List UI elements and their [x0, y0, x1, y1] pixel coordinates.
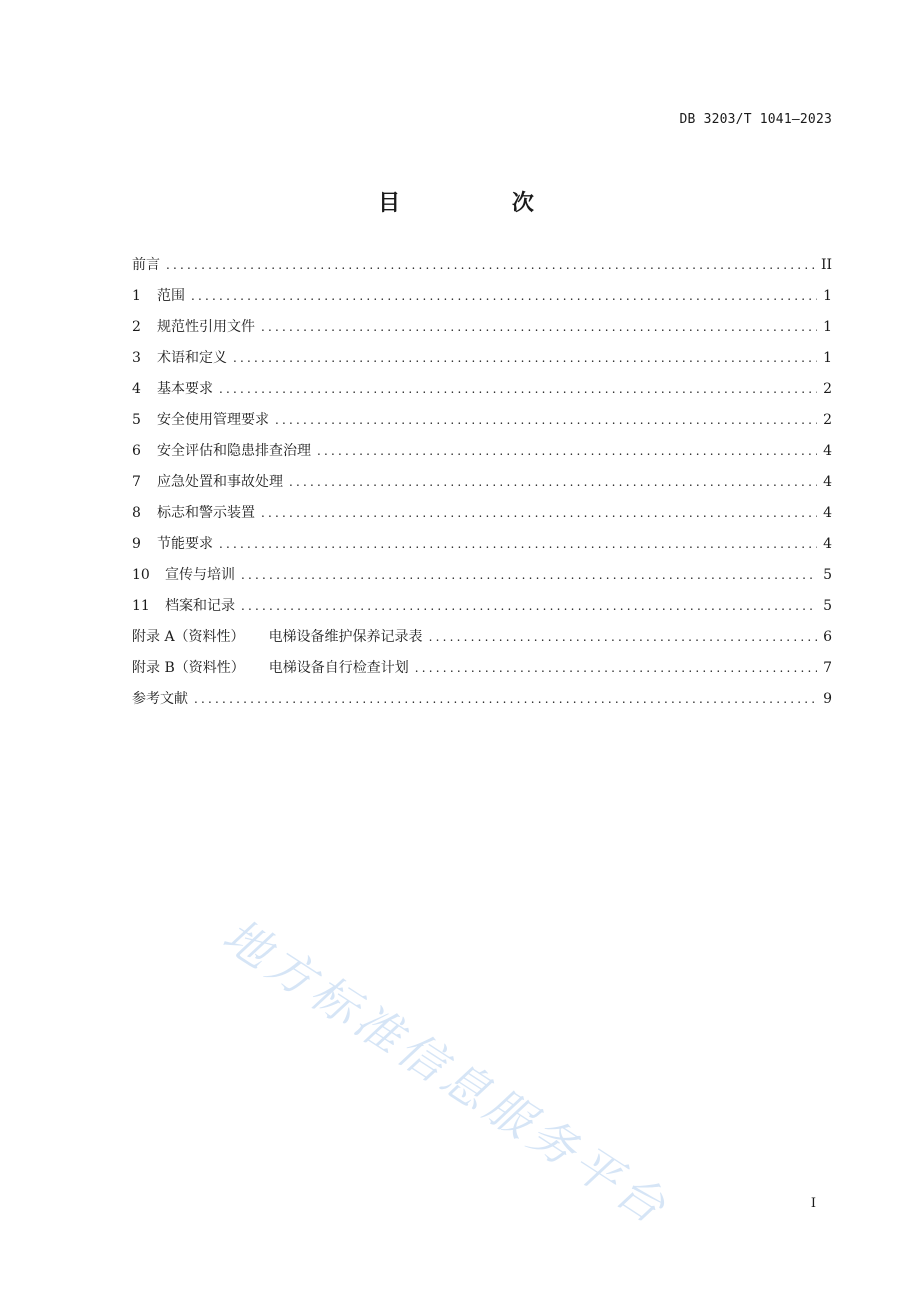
toc-entry-basic-requirements[interactable]: [132, 378, 832, 409]
toc-entry-label: 节能要求: [157, 536, 213, 552]
toc-entry-signs-warnings[interactable]: [132, 502, 832, 533]
appendix-tag: 附录 B（资料性）: [132, 660, 245, 676]
toc-entry-appendix-a[interactable]: [132, 626, 832, 657]
toc-entry-archives-records[interactable]: [132, 595, 832, 626]
toc-leader-dots: [261, 320, 817, 334]
toc-entry-page: 1: [823, 319, 832, 335]
toc-entry-label: 范围: [157, 288, 185, 304]
toc-entry-label: 参考文献: [132, 691, 188, 707]
toc-entry-number: 2: [132, 319, 141, 335]
toc-entry-label: 规范性引用文件: [157, 319, 255, 335]
toc-entry-page: 5: [823, 598, 832, 614]
toc-entry-number: 10: [132, 567, 150, 583]
toc-entry-page: 4: [823, 536, 832, 552]
toc-entry-label: [132, 657, 409, 677]
toc-entry-page: 2: [823, 381, 832, 397]
appendix-title: 电梯设备维护保养记录表: [268, 629, 423, 645]
toc-entry-appendix-b[interactable]: [132, 657, 832, 688]
toc-leader-dots: [194, 692, 817, 706]
toc-title: 目 次: [378, 191, 586, 216]
table-of-contents: [132, 254, 832, 719]
toc-entry-safe-use-management[interactable]: [132, 409, 832, 440]
toc-entry-page: 2: [823, 412, 832, 428]
toc-leader-dots: [241, 568, 817, 582]
toc-entry-label: 术语和定义: [157, 350, 227, 366]
toc-entry-number: 1: [132, 288, 141, 304]
document-code: DB 3203/T 1041—2023: [679, 112, 832, 127]
toc-entry-page: 4: [823, 443, 832, 459]
toc-entry-energy-saving[interactable]: [132, 533, 832, 564]
toc-entry-label: 应急处置和事故处理: [157, 474, 283, 490]
toc-entry-page: 9: [823, 691, 832, 707]
toc-entry-number: 4: [132, 381, 141, 397]
toc-entry-publicity-training[interactable]: [132, 564, 832, 595]
toc-entry-page: 1: [823, 350, 832, 366]
toc-leader-dots: [289, 475, 817, 489]
toc-entry-label: 标志和警示装置: [157, 505, 255, 521]
toc-leader-dots: [261, 506, 817, 520]
toc-entry-terms-definitions[interactable]: [132, 347, 832, 378]
toc-entry-label: 安全评估和隐患排查治理: [157, 443, 311, 459]
toc-entry-number: 6: [132, 443, 141, 459]
toc-entry-label: [132, 626, 423, 646]
toc-leader-dots: [219, 382, 817, 396]
toc-leader-dots: [241, 599, 817, 613]
toc-entry-page: 4: [823, 505, 832, 521]
appendix-tag: 附录 A（资料性）: [132, 629, 245, 645]
toc-entry-page: 1: [823, 288, 832, 304]
toc-leader-dots: [166, 258, 815, 272]
toc-entry-bibliography[interactable]: [132, 688, 832, 719]
toc-entry-normative-references[interactable]: [132, 316, 832, 347]
toc-entry-number: 7: [132, 474, 141, 490]
toc-entry-label: 宣传与培训: [165, 567, 235, 583]
toc-entry-label: 基本要求: [157, 381, 213, 397]
toc-entry-foreword[interactable]: [132, 254, 832, 285]
toc-leader-dots: [233, 351, 817, 365]
toc-leader-dots: [275, 413, 817, 427]
toc-entry-page: 7: [823, 660, 832, 676]
toc-entry-number: 8: [132, 505, 141, 521]
toc-entry-number: 11: [132, 598, 150, 614]
watermark-text: 地方标准信息服务平台: [213, 907, 680, 1237]
toc-entry-emergency-handling[interactable]: [132, 471, 832, 502]
toc-entry-label: 前言: [132, 257, 160, 273]
toc-entry-page: 6: [823, 629, 832, 645]
toc-entry-label: 档案和记录: [165, 598, 235, 614]
toc-entry-scope[interactable]: [132, 285, 832, 316]
toc-entry-safety-assessment[interactable]: [132, 440, 832, 471]
toc-leader-dots: [429, 630, 818, 644]
toc-entry-label: 安全使用管理要求: [157, 412, 269, 428]
toc-leader-dots: [317, 444, 817, 458]
page-number: I: [810, 1196, 816, 1211]
toc-leader-dots: [219, 537, 817, 551]
toc-entry-page: 4: [823, 474, 832, 490]
toc-entry-number: 3: [132, 350, 141, 366]
toc-entry-page: II: [820, 257, 832, 273]
toc-entry-number: 5: [132, 412, 141, 428]
appendix-title: 电梯设备自行检查计划: [268, 660, 409, 676]
toc-leader-dots: [415, 661, 817, 675]
toc-entry-page: 5: [823, 567, 832, 583]
toc-entry-number: 9: [132, 536, 141, 552]
toc-leader-dots: [191, 289, 817, 303]
